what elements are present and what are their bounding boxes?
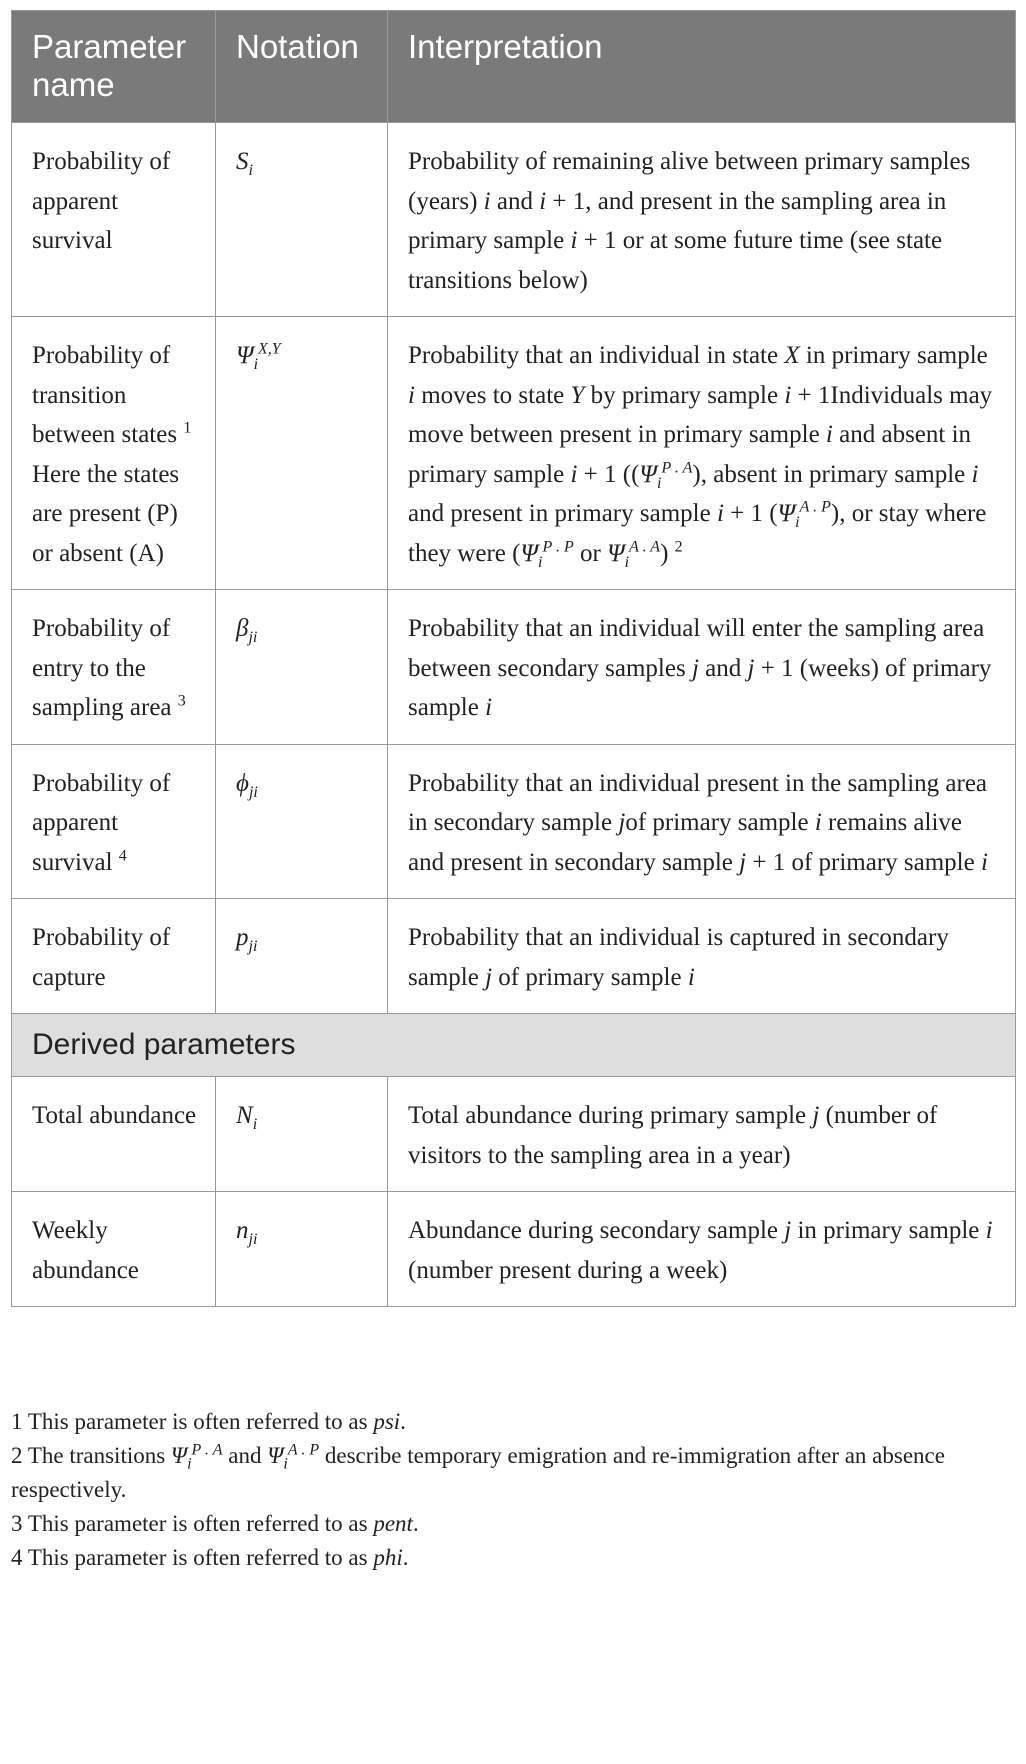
footnote: 2 The transitions $\Psi_i^{P . A}$ and $\Psi_i^{A . P}$ describe temporary emigration and re-immigration after an absence respectively. bbox=[11, 1441, 945, 1502]
param-notation: $n_{ji}$ bbox=[216, 1192, 388, 1307]
param-notation: $S_i$ bbox=[216, 123, 388, 317]
param-interpretation: Abundance during secondary sample j in primary sample i (number present during a week) bbox=[388, 1192, 1016, 1307]
param-interpretation: Probability of remaining alive between primary samples (years) i and i + 1, and present in the sampling area in primary sample i + 1 or at some future time (see state transitions below) bbox=[388, 123, 1016, 317]
table-footnotes bbox=[11, 1405, 1015, 1575]
footnote-marker: 3 bbox=[177, 692, 186, 710]
param-interpretation: Probability that an individual will enter the sampling area between secondary samples j and j + 1 (weeks) of primary sample i bbox=[388, 590, 1016, 745]
param-interpretation: Probability that an individual present in the sampling area in secondary sample jof primary sample i remains alive and present in secondary sample j + 1 of primary sample i bbox=[388, 744, 1016, 899]
table-header-row bbox=[12, 11, 1016, 123]
param-name: Probability of entry to the sampling area $^3$ bbox=[12, 590, 216, 745]
header-parameter-name: Parameter name bbox=[12, 11, 216, 123]
footnote-marker: 4 bbox=[118, 847, 127, 865]
param-notation: $\Psi_i^{X,Y}$ bbox=[216, 317, 388, 590]
table-row bbox=[12, 744, 1016, 899]
param-notation: $p_{ji}$ bbox=[216, 899, 388, 1014]
section-row bbox=[12, 1014, 1016, 1077]
footnote: 3 This parameter is often referred to as pent. bbox=[11, 1511, 419, 1536]
table-row bbox=[12, 590, 1016, 745]
param-name: Probability of apparent survival $^4$ bbox=[12, 744, 216, 899]
param-notation: $\beta_{ji}$ bbox=[216, 590, 388, 745]
table-row bbox=[12, 123, 1016, 317]
table-row bbox=[12, 317, 1016, 590]
footnote: 4 This parameter is often referred to as phi. bbox=[11, 1545, 409, 1570]
table-row bbox=[12, 1077, 1016, 1192]
param-name: Probability of capture bbox=[12, 899, 216, 1014]
param-notation: $\phi_{ji}$ bbox=[216, 744, 388, 899]
table-row bbox=[12, 899, 1016, 1014]
param-notation: $N_i$ bbox=[216, 1077, 388, 1192]
section-title: Derived parameters bbox=[12, 1014, 1016, 1077]
table-row bbox=[12, 1192, 1016, 1307]
param-name: Probability of apparent survival bbox=[12, 123, 216, 317]
header-notation: Notation bbox=[216, 11, 388, 123]
footnote: 1 This parameter is often referred to as psi. bbox=[11, 1409, 406, 1434]
parameter-table-container bbox=[11, 10, 1015, 1307]
parameter-table bbox=[11, 10, 1016, 1307]
param-name: Probability of transition between states $^1$ Here the states are present (P) or absent (A) bbox=[12, 317, 216, 590]
footnote-marker: 1 bbox=[183, 419, 192, 437]
header-interpretation: Interpretation bbox=[388, 11, 1016, 123]
param-interpretation: Total abundance during primary sample j (number of visitors to the sampling area in a year) bbox=[388, 1077, 1016, 1192]
param-interpretation: Probability that an individual in state X in primary sample i moves to state Y by primary sample i + 1Individuals may move between present in primary sample i and absent in primary sample i + 1 ($(\Psi_i^{P . A})$, absent in primary sample i and present in primary sample i + 1 $(\Psi_i^{A . P})$, or stay where they were ($\Psi_i^{P . P}$ or $\Psi_i^{A . A}$) $^2$ bbox=[388, 317, 1016, 590]
param-name: Weekly abundance bbox=[12, 1192, 216, 1307]
param-interpretation: Probability that an individual is captured in secondary sample j of primary sample i bbox=[388, 899, 1016, 1014]
param-name: Total abundance bbox=[12, 1077, 216, 1192]
